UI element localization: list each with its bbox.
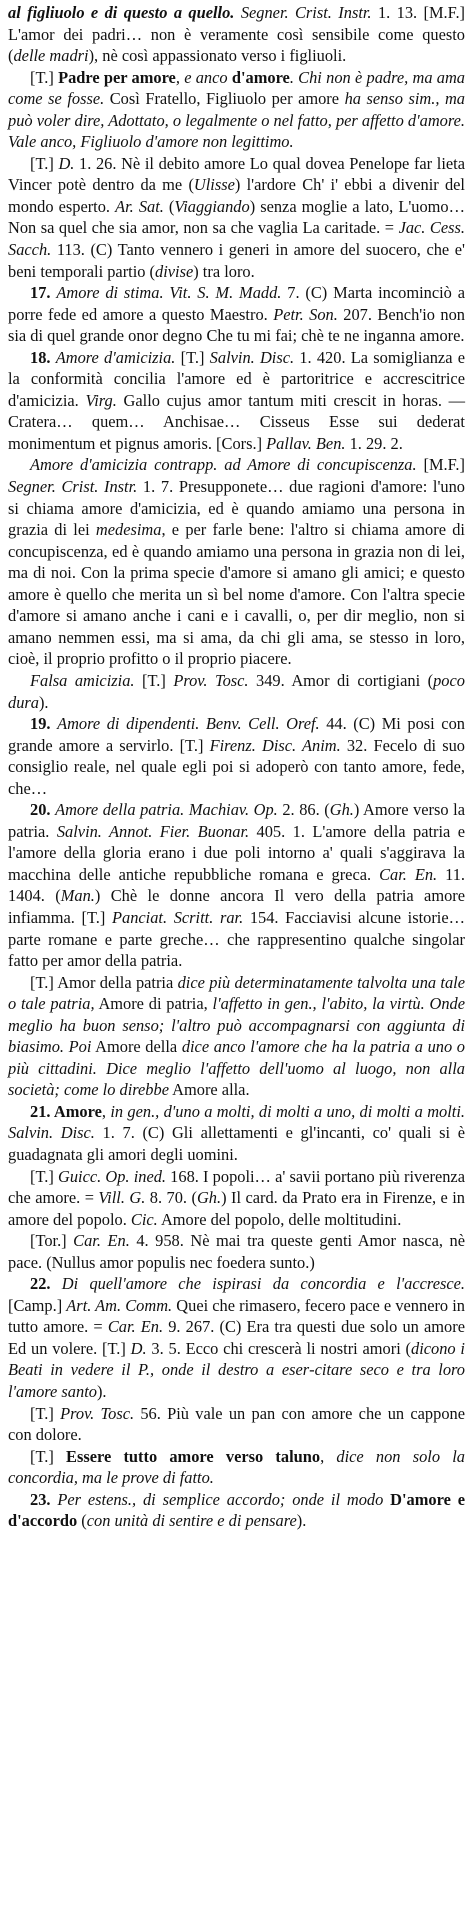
plain-text: [T.] [30, 67, 59, 87]
plain-text: Quei che rimasero, fecero pace e vennero in tutto amore. = [8, 1295, 465, 1337]
plain-text: 11. 1404. ( [8, 864, 465, 906]
plain-text: Amore della [91, 1037, 182, 1057]
plain-text: , e per farle bene: l'altro si chiama amore di concupiscenza, ed è quando amiamo una persona in grazia non di lei, ma di noi. Con la prima specie d'amore si amano gli amici; e questo amore è quello che merita un sì bel nome d'amore. Con l'altra specie d'amore si amano anche i cani e i cavalli, o, per dir meglio, non si amano nemmen essi, ma si ama, da chi gli ama, se stesso in loro, cioè, il proprio profitto o il proprio piacere. [8, 520, 465, 669]
plain-text: 44. (C) Mi posi con grande amore a servirlo. [T.] [8, 714, 465, 755]
italic-text: Salvin. Annot. Fier. Buonar. [56, 821, 250, 841]
plain-text: ). [296, 1511, 307, 1531]
italic-text: Car. En. [73, 1231, 130, 1251]
italic-text: Pallav. Ben. [266, 433, 346, 453]
italic-text: Vill. G. [98, 1188, 146, 1208]
plain-text: [Camp.] [8, 1295, 67, 1315]
entry-paragraph [8, 799, 465, 971]
plain-text: ) Amore verso la patria. [8, 800, 465, 841]
plain-text: 113. (C) Tanto vennero i generi in amore del suocero, che e' beni temporali partio ( [8, 240, 465, 281]
bold-text: d'amore [231, 67, 290, 87]
bold-text: 19. [30, 714, 51, 734]
entry-paragraph [8, 282, 465, 347]
plain-text: ) tra loro. [193, 261, 255, 281]
italic-text: Firenz. Disc. Anim. [209, 735, 341, 755]
plain-text: 9. 267. (C) Era tra questi due solo un amore Ed un volere. [T.] [8, 1317, 465, 1358]
plain-text: 1. 13. [M.F.] L'amor dei padri… non è veramente così sensibile come questo ( [8, 3, 465, 66]
plain-text: 1. 29. 2. [345, 433, 403, 453]
italic-text: Amore di dipendenti. Benv. Cell. Oref. [57, 714, 320, 734]
italic-text: Art. Am. Comm. [66, 1295, 173, 1315]
plain-text: - [309, 1360, 315, 1380]
italic-text: Prov. Tosc. [60, 1403, 135, 1423]
plain-text: 7. (C) Marta incominciò a porre fede ed amore a questo Maestro. [8, 283, 465, 324]
italic-text: ha senso sim., ma può voler dire, Adottato, o legalmente o nel fatto, per affetto d'amore. Vale anco, Figliuolo d'amore non legittimo. [8, 89, 466, 152]
italic-text: con unità di sentire e di pensare [86, 1511, 297, 1531]
italic-text: D. [58, 153, 75, 173]
bold-text: Padre per amore [58, 67, 176, 87]
plain-text: 207. Bench'io non sia di quel grande onor degno Che tu mi fai; chè te ne inganna amore. [8, 304, 466, 346]
italic-text: in gen., d'uno a molti, di molti a uno, di molti a molti. Salvin. Disc. [8, 1101, 465, 1143]
plain-text: 32. Fecelo di suo consiglio reale, nel quale egli poi si adoperò con tanto amore, fede, che… [8, 735, 465, 798]
italic-text: D. [130, 1338, 147, 1358]
bold-text: 21. Amore [30, 1101, 102, 1121]
italic-text: dice anco l'amore che ha la patria a uno o più cittadini. Dice meglio l'affetto dell'uomo al luogo, non alla società; come lo direbbe [8, 1037, 465, 1100]
plain-text: 405. 1. L'amore della patria e l'amore della gloria erano i due poli intorno a' quali s'aggirava la macchina delle antiche repubbliche romana e greca. [8, 821, 466, 884]
bold-text: 20. [30, 800, 51, 820]
italic-text: citare seco e tra loro l'amore santo [8, 1360, 465, 1401]
bold-text: 22. [30, 1274, 51, 1294]
italic-text: Falsa amicizia. [30, 670, 135, 690]
plain-text: ( [77, 1511, 87, 1531]
italic-text: Guicc. Op. ined. [57, 1166, 167, 1186]
plain-text: 1. 7. Presupponete… due ragioni d'amore: l'uno si chiama amore d'amicizia, ed è quando amiamo una persona in grazia di lei [8, 477, 465, 540]
italic-text: Salvin. Disc. [209, 347, 295, 367]
italic-text: Man. [60, 886, 95, 906]
italic-text: Segner. Crist. Instr. [240, 3, 372, 22]
entry-paragraph [8, 67, 465, 153]
italic-text: Amore d'amicizia. [55, 347, 176, 367]
italic-text: Petr. Son. [273, 304, 338, 324]
plain-text: 4. 958. Nè mai tra queste genti Amor nasca, nè pace. (Nullus amor populis nec foedera sunto.) [8, 1231, 465, 1272]
italic-text: Car. En. [107, 1317, 164, 1337]
plain-text: 154. Facciavisi alcune istorie… parte romane e parte greche… che rappresentino qualche singolar fatto per amor della patria. [8, 907, 466, 971]
plain-text: 349. Amor di cortigiani ( [248, 670, 434, 690]
plain-text: [T.] [30, 153, 59, 173]
italic-text: poco dura [8, 670, 465, 712]
bold-text: 17. [30, 283, 51, 303]
plain-text: [T.] Amor della patria [30, 972, 178, 992]
plain-text: , [320, 1446, 337, 1466]
plain-text: 1. 7. (C) Gli allettamenti e gl'incanti, co' quali si è guadagnata gli amori degli uomini. [8, 1123, 465, 1164]
plain-text: Così Fratello, Figliuolo per amore [104, 89, 345, 109]
entry-paragraph [8, 454, 465, 669]
entry-paragraph [8, 713, 465, 799]
italic-text: Gh. [329, 800, 354, 820]
plain-text: 3. 5. Ecco chi crescerà li nostri amori ( [146, 1338, 412, 1358]
italic-text: Amore d'amicizia contrapp. ad Amore di concupiscenza. [30, 455, 417, 475]
italic-text: l'affetto in gen., l'abito, la virtù. Onde meglio ha buon senso; l'altro può accompagnarsi con aggiunta di biasimo. Poi [8, 994, 466, 1057]
plain-text: ( [163, 196, 175, 216]
plain-text: 1. 420. La somiglianza e la conformità concilia l'amore ed è partoritrice e accrescitrice d'amicizia. [8, 347, 465, 410]
italic-text: Jac. Cess. Sacch. [8, 218, 465, 260]
italic-text: Panciat. Scritt. rar. [112, 907, 244, 927]
bold-text: D'amore e d'accordo [8, 1489, 465, 1531]
italic-text: dice non solo la concordia, ma le prove di fatto. [8, 1446, 465, 1488]
italic-text: Di quell'amore che ispirasi da concordia e l'accresce. [61, 1274, 465, 1294]
bold-text: 23. [30, 1489, 51, 1509]
italic-text: medesima [95, 520, 162, 540]
plain-text: [T.] [30, 1403, 61, 1423]
italic-text: Segner. Crist. Instr. [8, 477, 138, 497]
entry-paragraph [8, 1230, 465, 1273]
bold-italic-text: al figliuolo e di questo a quello. [8, 3, 235, 22]
italic-text: . Chi non è padre, ma ama come se fosse. [8, 67, 465, 109]
italic-text: Amore di stima. Vit. S. M. Madd. [56, 283, 282, 303]
plain-text: Gallo cujus amor tantum miti crescit in horas. — Cratera… quem… Anchisae… Cisseus Esse sui dederat monimentum et pignus amoris. [Cors.] [8, 390, 466, 453]
italic-text: , e anco [175, 67, 232, 87]
entry-paragraph [8, 2, 465, 67]
plain-text: [T.] [134, 670, 174, 690]
plain-text: Amore del popolo, delle moltitudini. [157, 1209, 402, 1229]
plain-text: ) senza moglie a lato, L'uomo… Non sa quel che sia amor, non sa che vaglia La caritade. = [8, 196, 466, 238]
plain-text [51, 1274, 62, 1293]
italic-text: delle madri [13, 46, 89, 66]
italic-text: dice più determinatamente talvolta una tale o tale patria, [8, 972, 465, 1014]
entry-text-column [8, 2, 465, 1532]
italic-text: divise [155, 261, 194, 281]
plain-text: [Tor.] [30, 1231, 74, 1251]
italic-text: Virg. [85, 390, 117, 410]
plain-text: 8. 70. ( [145, 1188, 197, 1208]
entry-paragraph [8, 1273, 465, 1402]
bold-text: Essere tutto amore verso taluno [66, 1446, 321, 1466]
italic-text: dicono i Beati in vedere il P., onde il destro a eser [8, 1338, 465, 1380]
plain-text: ) Il card. da Prato era in Firenze, e in amore del popolo. [8, 1188, 465, 1229]
plain-text: [M.F.] [416, 455, 465, 475]
bold-text: 18. [30, 347, 51, 367]
italic-text: Per estens., di semplice accordo; onde il modo [57, 1489, 384, 1509]
plain-text: , [101, 1101, 111, 1121]
italic-text: Prov. Tosc. [173, 670, 249, 690]
italic-text: Amore della patria. Machiav. Op. [55, 800, 278, 820]
plain-text: [T.] [30, 1166, 58, 1186]
entry-paragraph [8, 347, 465, 455]
italic-text: Ulisse [193, 175, 235, 195]
entry-paragraph [8, 670, 465, 713]
plain-text: Amore alla. [168, 1080, 250, 1100]
italic-text: Ar. Sat. [115, 196, 164, 216]
entry-paragraph [8, 153, 465, 282]
plain-text: Amore di patria, [94, 994, 213, 1014]
plain-text: 1. 26. Nè il debito amore Lo qual dovea Penelope far lieta Vincer potè dentro da me ( [8, 153, 465, 195]
entry-paragraph [8, 1446, 465, 1489]
plain-text: 2. 86. ( [277, 800, 330, 820]
plain-text: ). [96, 1382, 107, 1401]
italic-text: Viaggiando [174, 196, 250, 216]
plain-text: [T.] [175, 347, 210, 367]
entry-paragraph [8, 1489, 465, 1532]
entry-paragraph [8, 1403, 465, 1446]
entry-paragraph [8, 972, 465, 1101]
italic-text: Gh. [196, 1188, 222, 1208]
plain-text: 56. Più vale un pan con amore che un cappone con dolore. [8, 1403, 465, 1445]
italic-text: Cic. [130, 1209, 158, 1229]
italic-text: Car. En. [379, 864, 438, 884]
plain-text: 168. I popoli… a' savii portano più riverenza che amore. = [8, 1166, 465, 1208]
plain-text: ), nè così appassionato verso i figliuoli. [88, 46, 347, 66]
entry-paragraph [8, 1101, 465, 1166]
plain-text: ). [38, 692, 49, 712]
plain-text: ) l'ardore Ch' i' ebbi a divenir del mondo esperto. [8, 175, 465, 216]
plain-text: [T.] [30, 1446, 67, 1466]
plain-text: ) Chè le donne ancora Il vero della patria amore infiamma. [T.] [8, 886, 466, 927]
entry-paragraph [8, 1166, 465, 1231]
